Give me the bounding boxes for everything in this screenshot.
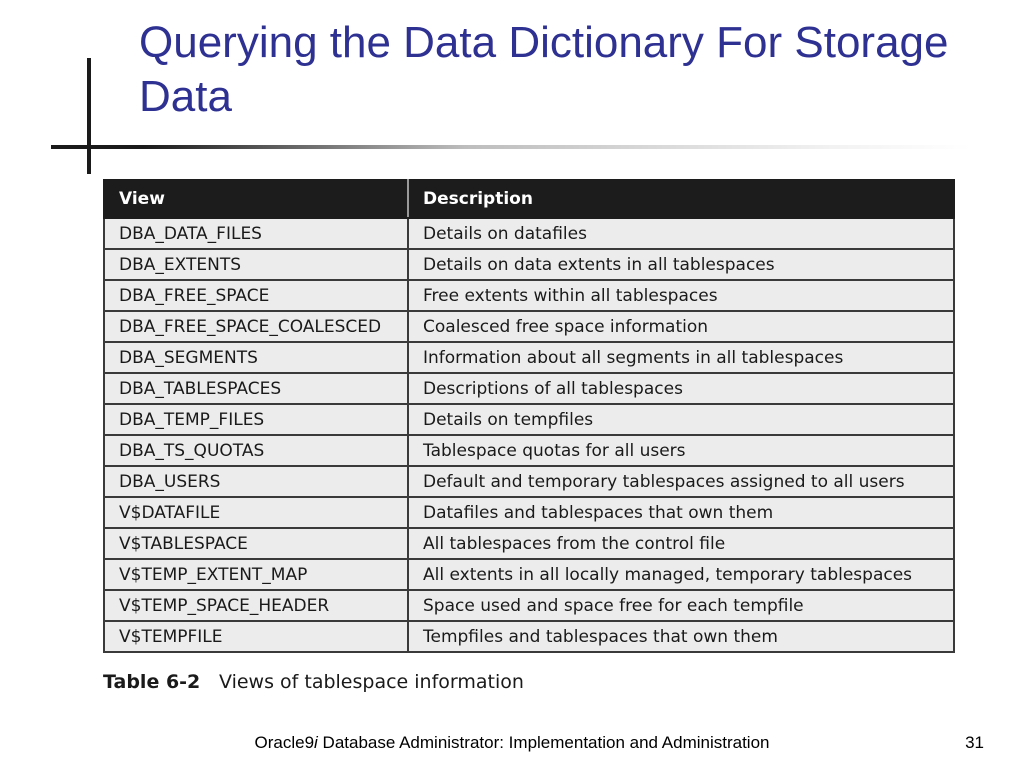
- table-row: [104, 435, 954, 466]
- footer-italic: i: [314, 733, 318, 752]
- table-row: [104, 621, 954, 652]
- table-row: [104, 249, 954, 280]
- view-name-cell: DBA_SEGMENTS: [104, 342, 408, 373]
- table-row: [104, 218, 954, 249]
- view-description-cell: Coalesced free space information: [408, 311, 954, 342]
- view-description-cell: Information about all segments in all tablespaces: [408, 342, 954, 373]
- table-row: [104, 311, 954, 342]
- page-number: 31: [965, 733, 984, 752]
- view-description-cell: All extents in all locally managed, temporary tablespaces: [408, 559, 954, 590]
- view-description-cell: Free extents within all tablespaces: [408, 280, 954, 311]
- view-name-cell: V$TEMPFILE: [104, 621, 408, 652]
- table-row: [104, 466, 954, 497]
- view-name-cell: DBA_FREE_SPACE: [104, 280, 408, 311]
- view-name-cell: DBA_TEMP_FILES: [104, 404, 408, 435]
- view-name-cell: DBA_DATA_FILES: [104, 218, 408, 249]
- table-body: [104, 218, 954, 652]
- view-description-cell: Tablespace quotas for all users: [408, 435, 954, 466]
- header-description: Description: [408, 180, 954, 218]
- table-container: [103, 179, 953, 653]
- view-name-cell: DBA_TS_QUOTAS: [104, 435, 408, 466]
- view-description-cell: All tablespaces from the control file: [408, 528, 954, 559]
- table-row: [104, 590, 954, 621]
- view-name-cell: DBA_TABLESPACES: [104, 373, 408, 404]
- view-description-cell: Default and temporary tablespaces assigned to all users: [408, 466, 954, 497]
- table-row: [104, 280, 954, 311]
- view-name-cell: DBA_EXTENTS: [104, 249, 408, 280]
- table-row: [104, 497, 954, 528]
- footer-prefix: Oracle9: [254, 733, 315, 752]
- caption-number: Table 6-2: [103, 671, 201, 693]
- caption-text: Views of tablespace information: [219, 671, 524, 693]
- view-name-cell: DBA_FREE_SPACE_COALESCED: [104, 311, 408, 342]
- view-description-cell: Descriptions of all tablespaces: [408, 373, 954, 404]
- view-description-cell: Space used and space free for each tempfile: [408, 590, 954, 621]
- table-caption: [103, 671, 524, 693]
- horizontal-accent-line: [51, 145, 971, 149]
- table-header-row: [104, 180, 954, 218]
- view-name-cell: V$TEMP_SPACE_HEADER: [104, 590, 408, 621]
- table-row: [104, 342, 954, 373]
- view-name-cell: DBA_USERS: [104, 466, 408, 497]
- slide-title: Querying the Data Dictionary For Storage Data: [139, 18, 949, 121]
- footer-suffix: Database Administrator: Implementation and Administration: [317, 733, 770, 752]
- view-description-cell: Datafiles and tablespaces that own them: [408, 497, 954, 528]
- table-row: [104, 528, 954, 559]
- view-description-cell: Details on data extents in all tablespaces: [408, 249, 954, 280]
- view-name-cell: V$TABLESPACE: [104, 528, 408, 559]
- vertical-accent-line: [87, 58, 91, 174]
- table-row: [104, 404, 954, 435]
- footer-text: [0, 733, 1024, 753]
- view-name-cell: V$DATAFILE: [104, 497, 408, 528]
- view-name-cell: V$TEMP_EXTENT_MAP: [104, 559, 408, 590]
- views-table: [103, 179, 955, 653]
- header-view: View: [104, 180, 408, 218]
- view-description-cell: Tempfiles and tablespaces that own them: [408, 621, 954, 652]
- table-row: [104, 559, 954, 590]
- view-description-cell: Details on datafiles: [408, 218, 954, 249]
- view-description-cell: Details on tempfiles: [408, 404, 954, 435]
- table-row: [104, 373, 954, 404]
